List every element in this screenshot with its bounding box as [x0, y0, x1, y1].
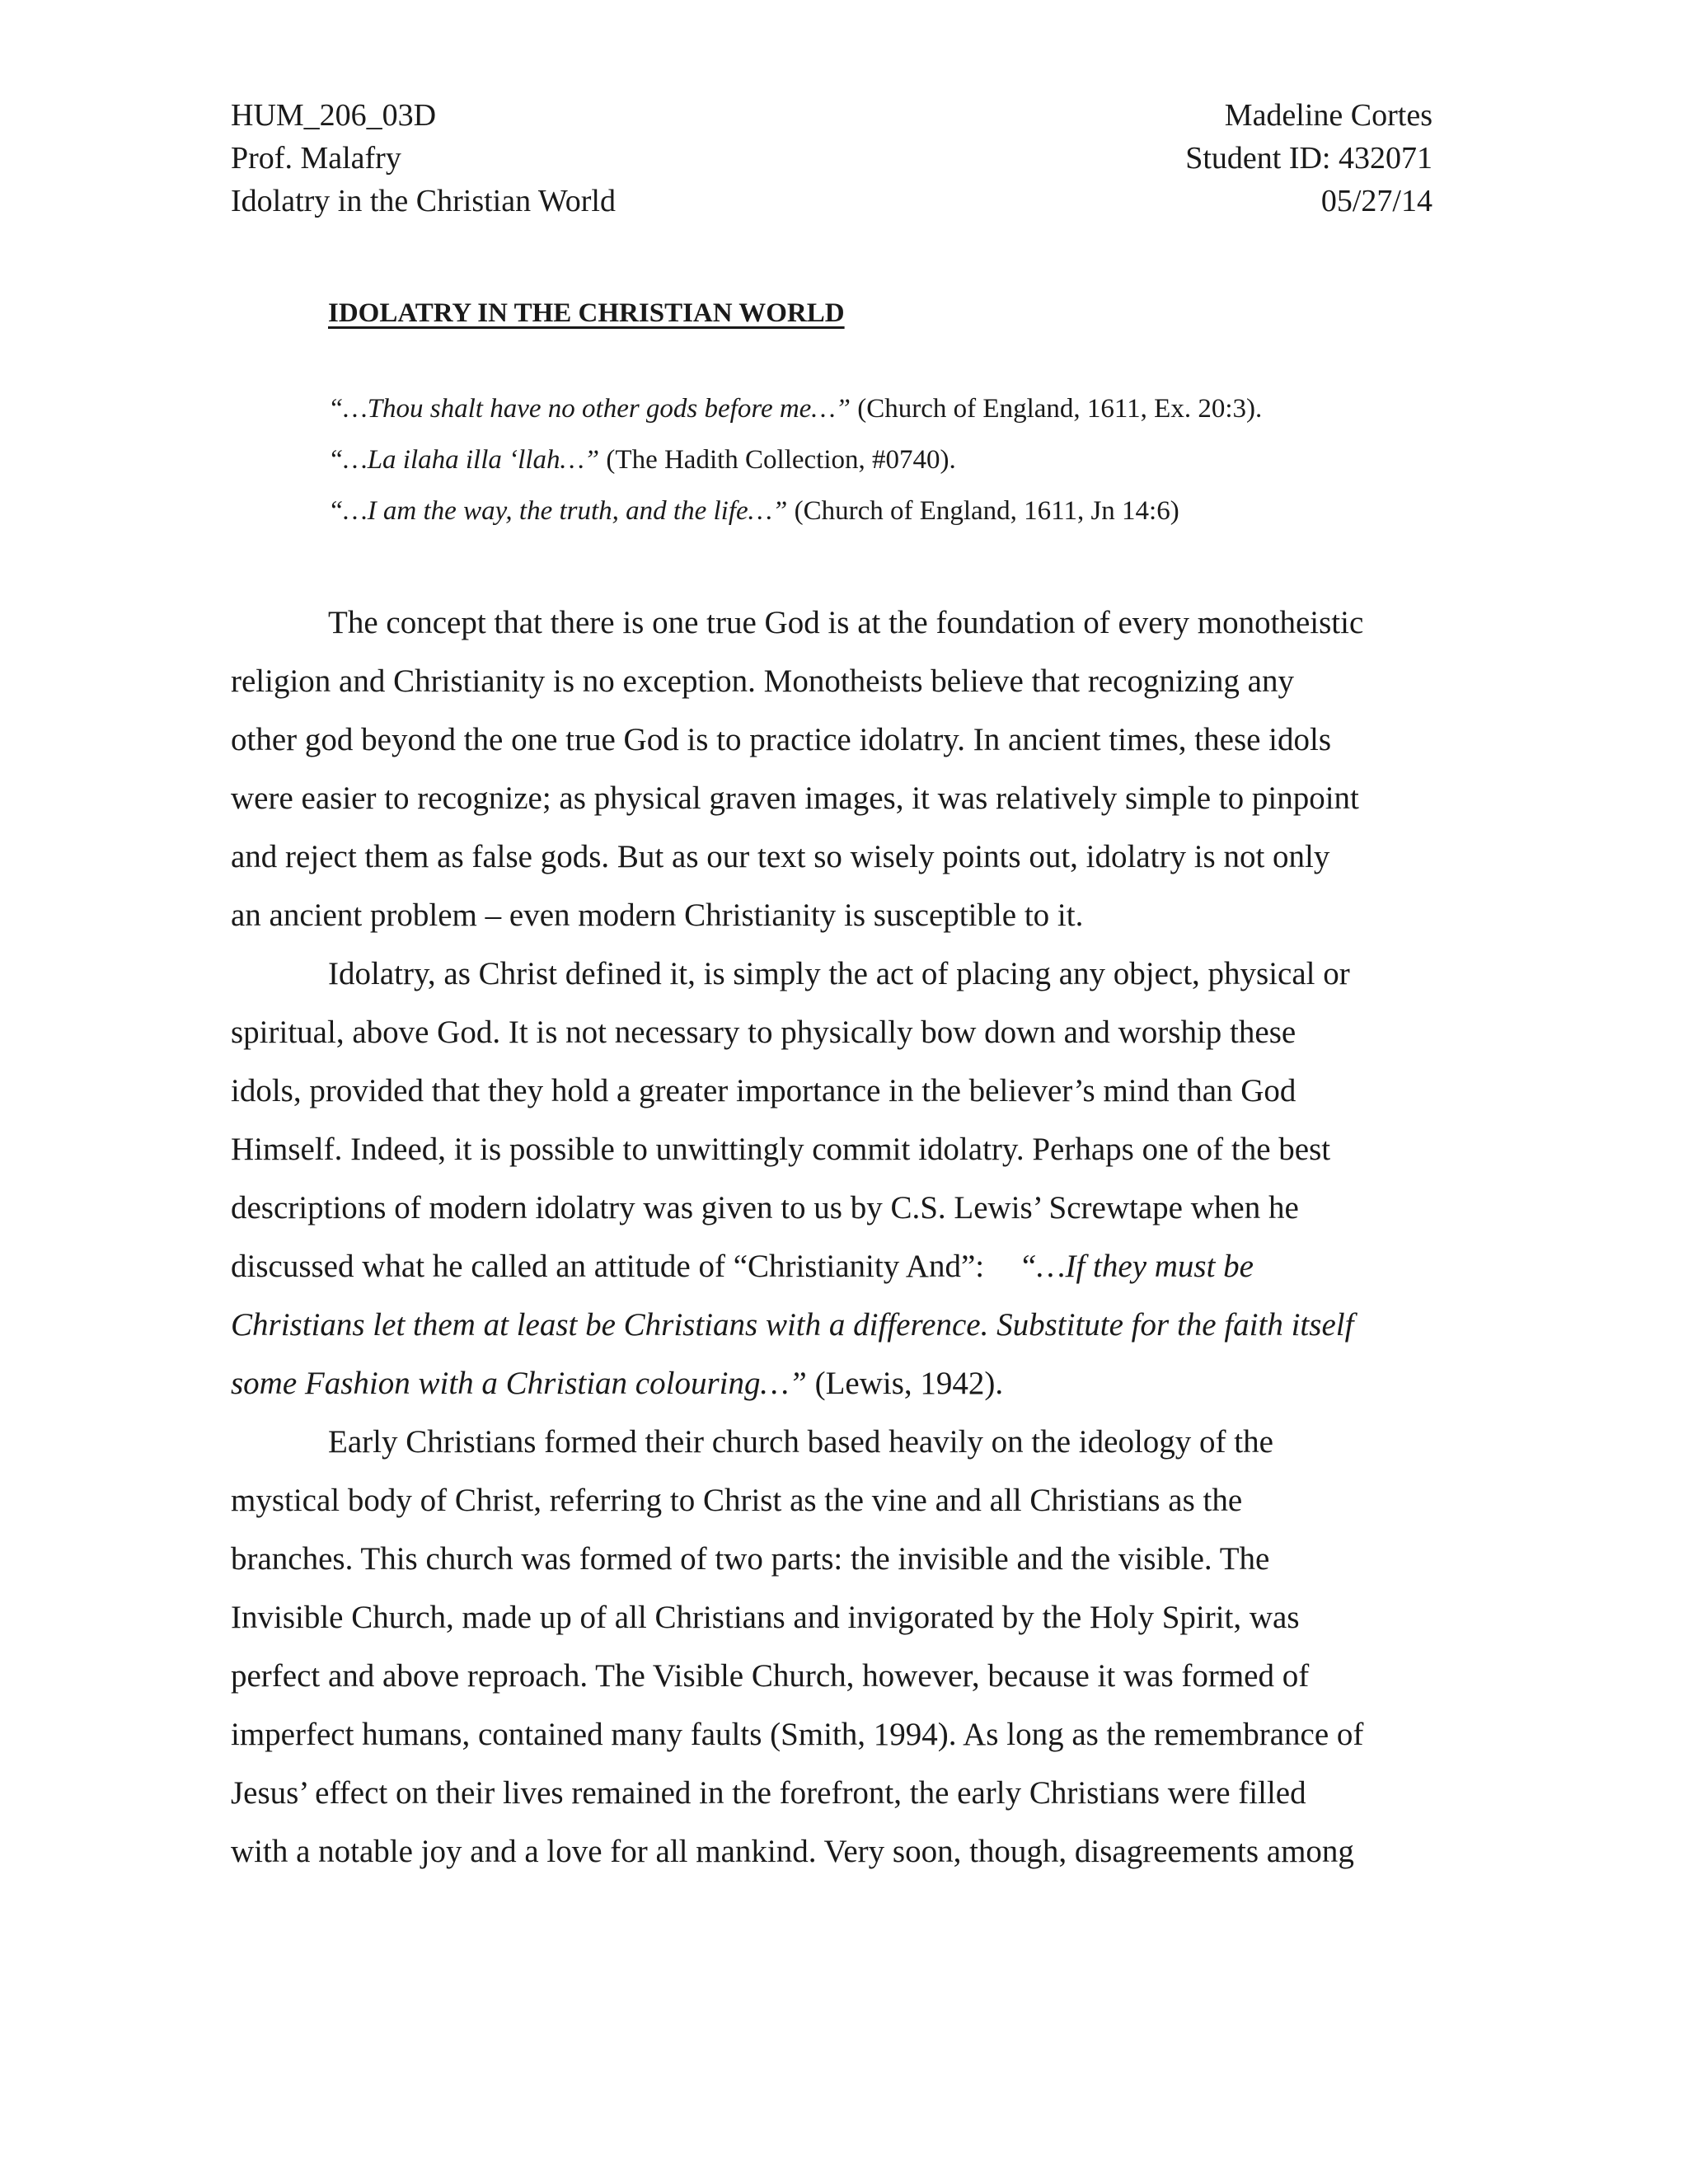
body-line: mystical body of Christ, referring to Christ as the vine and all Christians as the: [231, 1483, 1243, 1518]
body-line: an ancient problem – even modern Christianity is susceptible to it.: [231, 898, 1084, 933]
body-line: Idolatry, as Christ defined it, is simply the act of placing any object, physical or: [328, 956, 1350, 991]
body-line: The concept that there is one true God is at the foundation of every monotheistic: [328, 605, 1364, 640]
citation: (Lewis, 1942).: [806, 1366, 1004, 1401]
epigraph-block: [328, 389, 1262, 542]
body-line-text: discussed what he called an attitude of “Christianity And”:: [231, 1249, 985, 1284]
header-paper-title: Idolatry in the Christian World: [231, 184, 616, 218]
epigraph-quote: “…Thou shalt have no other gods before me…”: [328, 394, 851, 424]
body-line: religion and Christianity is no exception. Monotheists believe that recognizing any: [231, 663, 1294, 699]
epigraph: [328, 389, 1262, 440]
body-line: other god beyond the one true God is to practice idolatry. In ancient times, these idols: [231, 722, 1332, 757]
body-line: idols, provided that they hold a greater importance in the believer’s mind than God: [231, 1073, 1296, 1108]
body-line: Himself. Indeed, it is possible to unwittingly commit idolatry. Perhaps one of the best: [231, 1132, 1331, 1167]
professor-name: Prof. Malafry: [231, 141, 401, 176]
epigraph-quote: “…La ilaha illa ‘llah…”: [328, 445, 600, 475]
body-line: Invisible Church, made up of all Christians and invigorated by the Holy Spirit, was: [231, 1600, 1300, 1635]
inline-quote: “…If they must be: [1019, 1249, 1254, 1284]
body-line: imperfect humans, contained many faults (Smith, 1994). As long as the remembrance of: [231, 1717, 1364, 1752]
body-text: [231, 598, 1363, 1885]
epigraph-citation: (Church of England, 1611, Ex. 20:3).: [851, 394, 1263, 424]
body-line: spiritual, above God. It is not necessary to physically bow down and worship these: [231, 1015, 1296, 1050]
body-line: and reject them as false gods. But as our text so wisely points out, idolatry is not only: [231, 839, 1330, 874]
document-title: IDOLATRY IN THE CHRISTIAN WORLD: [328, 298, 845, 328]
body-line: Early Christians formed their church based heavily on the ideology of the: [328, 1424, 1273, 1460]
epigraph: [328, 491, 1262, 542]
body-line: descriptions of modern idolatry was given to us by C.S. Lewis’ Screwtape when he: [231, 1190, 1299, 1226]
header-block: [231, 94, 1432, 223]
inline-quote: some Fashion with a Christian colouring…”: [231, 1366, 807, 1401]
student-id: Student ID: 432071: [1185, 141, 1432, 176]
epigraph-quote: “…I am the way, the truth, and the life…”: [328, 496, 788, 526]
body-line: [231, 1358, 1363, 1417]
body-line: were easier to recognize; as physical graven images, it was relatively simple to pinpoint: [231, 780, 1359, 816]
date: 05/27/14: [1320, 184, 1432, 218]
epigraph-citation: (The Hadith Collection, #0740).: [599, 445, 956, 475]
body-line: [231, 1241, 1363, 1300]
body-line: perfect and above reproach. The Visible Church, however, because it was formed of: [231, 1658, 1310, 1694]
epigraph-citation: (Church of England, 1611, Jn 14:6): [787, 496, 1179, 526]
body-line: Jesus’ effect on their lives remained in the forefront, the early Christians were filled: [231, 1775, 1306, 1811]
body-line: branches. This church was formed of two parts: the invisible and the visible. The: [231, 1541, 1270, 1577]
body-line: with a notable joy and a love for all mankind. Very soon, though, disagreements among: [231, 1834, 1354, 1869]
student-name: Madeline Cortes: [1224, 98, 1432, 133]
epigraph: [328, 440, 1262, 491]
course-code: HUM_206_03D: [231, 98, 437, 133]
body-line: Christians let them at least be Christians with a difference. Substitute for the faith itself: [231, 1307, 1354, 1343]
